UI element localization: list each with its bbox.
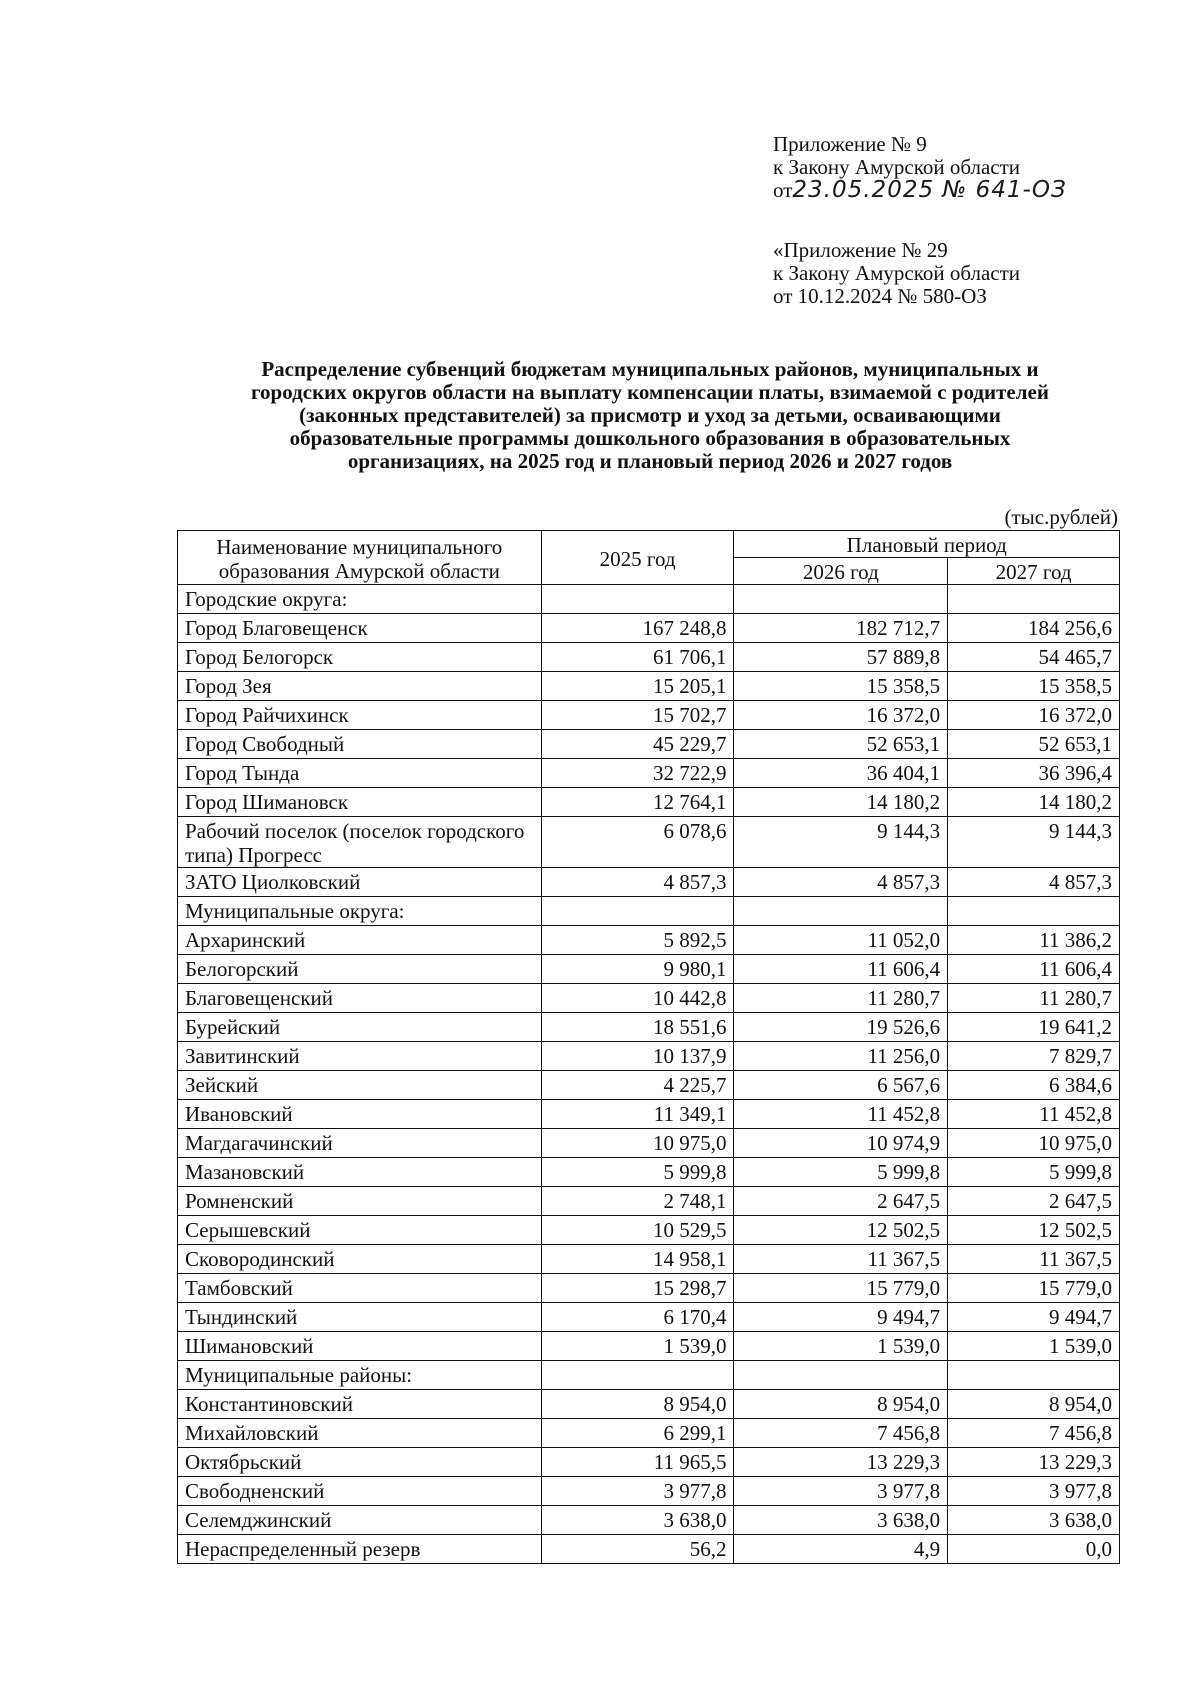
value-2026: 11 606,4 bbox=[734, 955, 948, 984]
value-2026: 9 494,7 bbox=[734, 1303, 948, 1332]
value-2027: 54 465,7 bbox=[948, 643, 1120, 672]
title-line-5: организациях, на 2025 год и плановый период 2026 и 2027 годов bbox=[347, 449, 953, 473]
header-2027: 2027 год bbox=[948, 558, 1120, 585]
value-2025: 11 349,1 bbox=[541, 1100, 734, 1129]
municipality-name: Селемджинский bbox=[178, 1506, 542, 1535]
value-2027: 3 638,0 bbox=[948, 1506, 1120, 1535]
value-2027: 13 229,3 bbox=[948, 1448, 1120, 1477]
value-2026: 10 974,9 bbox=[734, 1129, 948, 1158]
value-2027: 16 372,0 bbox=[948, 701, 1120, 730]
section-header-row bbox=[178, 1361, 1120, 1390]
empty-cell bbox=[734, 897, 948, 926]
value-2025: 15 205,1 bbox=[541, 672, 734, 701]
table-row bbox=[178, 614, 1120, 643]
value-2027: 2 647,5 bbox=[948, 1187, 1120, 1216]
value-2027: 19 641,2 bbox=[948, 1013, 1120, 1042]
value-2027: 9 144,3 bbox=[948, 817, 1120, 868]
value-2026: 1 539,0 bbox=[734, 1332, 948, 1361]
header-name-line-2: образования Амурской области bbox=[218, 558, 500, 583]
value-2027: 1 539,0 bbox=[948, 1332, 1120, 1361]
table-row bbox=[178, 984, 1120, 1013]
table-row bbox=[178, 1042, 1120, 1071]
municipality-name: Свободненский bbox=[178, 1477, 542, 1506]
value-2026: 12 502,5 bbox=[734, 1216, 948, 1245]
value-2025: 4 857,3 bbox=[541, 868, 734, 897]
value-2027: 14 180,2 bbox=[948, 788, 1120, 817]
empty-cell bbox=[734, 1361, 948, 1390]
table-row bbox=[178, 1129, 1120, 1158]
table-row bbox=[178, 1506, 1120, 1535]
value-2027: 11 280,7 bbox=[948, 984, 1120, 1013]
table-row bbox=[178, 1419, 1120, 1448]
value-2026: 6 567,6 bbox=[734, 1071, 948, 1100]
municipality-name: Тындинский bbox=[178, 1303, 542, 1332]
value-2026: 9 144,3 bbox=[734, 817, 948, 868]
original-appendix-date: от 10.12.2024 № 580-ОЗ bbox=[773, 284, 987, 308]
value-2025: 10 137,9 bbox=[541, 1042, 734, 1071]
value-2027: 4 857,3 bbox=[948, 868, 1120, 897]
municipality-name: Город Свободный bbox=[178, 730, 542, 759]
value-2026: 16 372,0 bbox=[734, 701, 948, 730]
value-2025: 15 702,7 bbox=[541, 701, 734, 730]
units-label: (тыс.рублей) bbox=[1004, 505, 1118, 529]
value-2027: 11 367,5 bbox=[948, 1245, 1120, 1274]
municipality-name: Октябрьский bbox=[178, 1448, 542, 1477]
value-2026: 19 526,6 bbox=[734, 1013, 948, 1042]
value-2027: 15 358,5 bbox=[948, 672, 1120, 701]
value-2027: 11 452,8 bbox=[948, 1100, 1120, 1129]
value-2027: 7 829,7 bbox=[948, 1042, 1120, 1071]
title-line-4: образовательные программы дошкольного образования в образовательных bbox=[289, 426, 1011, 450]
value-2027: 52 653,1 bbox=[948, 730, 1120, 759]
reserve-2026: 4,9 bbox=[734, 1535, 948, 1564]
original-appendix-law-ref: к Закону Амурской области bbox=[773, 261, 1021, 285]
section-title: Муниципальные округа: bbox=[178, 897, 542, 926]
table-row bbox=[178, 1245, 1120, 1274]
value-2025: 18 551,6 bbox=[541, 1013, 734, 1042]
value-2026: 57 889,8 bbox=[734, 643, 948, 672]
municipality-name: Рабочий поселок (поселок городского типа) Прогресс bbox=[178, 817, 542, 868]
reserve-row bbox=[178, 1535, 1120, 1564]
value-2026: 7 456,8 bbox=[734, 1419, 948, 1448]
value-2026: 11 256,0 bbox=[734, 1042, 948, 1071]
value-2025: 6 299,1 bbox=[541, 1419, 734, 1448]
section-title: Муниципальные районы: bbox=[178, 1361, 542, 1390]
municipality-name: Шимановский bbox=[178, 1332, 542, 1361]
value-2025: 45 229,7 bbox=[541, 730, 734, 759]
table-row bbox=[178, 1332, 1120, 1361]
table-row bbox=[178, 1071, 1120, 1100]
table-row bbox=[178, 817, 1120, 868]
document-title bbox=[160, 358, 1140, 473]
value-2025: 8 954,0 bbox=[541, 1390, 734, 1419]
table-row bbox=[178, 1477, 1120, 1506]
value-2026: 11 452,8 bbox=[734, 1100, 948, 1129]
municipality-name: Зейский bbox=[178, 1071, 542, 1100]
value-2025: 10 529,5 bbox=[541, 1216, 734, 1245]
table-row bbox=[178, 1448, 1120, 1477]
header-name bbox=[178, 531, 542, 585]
value-2027: 11 606,4 bbox=[948, 955, 1120, 984]
municipality-name: Михайловский bbox=[178, 1419, 542, 1448]
value-2025: 5 892,5 bbox=[541, 926, 734, 955]
value-2027: 8 954,0 bbox=[948, 1390, 1120, 1419]
municipality-name: Город Белогорск bbox=[178, 643, 542, 672]
table-row bbox=[178, 1100, 1120, 1129]
municipality-name: ЗАТО Циолковский bbox=[178, 868, 542, 897]
value-2027: 9 494,7 bbox=[948, 1303, 1120, 1332]
value-2026: 15 358,5 bbox=[734, 672, 948, 701]
title-line-1: Распределение субвенций бюджетам муниципальных районов, муниципальных и bbox=[261, 357, 1039, 381]
municipality-name: Город Шимановск bbox=[178, 788, 542, 817]
municipality-name: Мазановский bbox=[178, 1158, 542, 1187]
table-row bbox=[178, 926, 1120, 955]
header-planned-period: Плановый период bbox=[734, 531, 1120, 558]
municipality-name: Магдагачинский bbox=[178, 1129, 542, 1158]
municipality-name: Константиновский bbox=[178, 1390, 542, 1419]
value-2025: 4 225,7 bbox=[541, 1071, 734, 1100]
table-row bbox=[178, 788, 1120, 817]
municipality-name: Серышевский bbox=[178, 1216, 542, 1245]
value-2026: 8 954,0 bbox=[734, 1390, 948, 1419]
section-header-row bbox=[178, 897, 1120, 926]
table-row bbox=[178, 955, 1120, 984]
value-2025: 10 442,8 bbox=[541, 984, 734, 1013]
municipality-name: Ивановский bbox=[178, 1100, 542, 1129]
municipality-name: Город Райчихинск bbox=[178, 701, 542, 730]
section-title: Городские округа: bbox=[178, 585, 542, 614]
value-2026: 4 857,3 bbox=[734, 868, 948, 897]
table-row bbox=[178, 730, 1120, 759]
table-row bbox=[178, 1013, 1120, 1042]
value-2027: 10 975,0 bbox=[948, 1129, 1120, 1158]
appendix-header bbox=[773, 133, 1067, 202]
value-2026: 3 977,8 bbox=[734, 1477, 948, 1506]
value-2025: 6 170,4 bbox=[541, 1303, 734, 1332]
value-2025: 14 958,1 bbox=[541, 1245, 734, 1274]
value-2027: 36 396,4 bbox=[948, 759, 1120, 788]
table-row bbox=[178, 1274, 1120, 1303]
value-2026: 11 052,0 bbox=[734, 926, 948, 955]
value-2025: 12 764,1 bbox=[541, 788, 734, 817]
empty-cell bbox=[734, 585, 948, 614]
value-2025: 167 248,8 bbox=[541, 614, 734, 643]
value-2025: 11 965,5 bbox=[541, 1448, 734, 1477]
municipality-name: Белогорский bbox=[178, 955, 542, 984]
title-line-2: городских округов области на выплату компенсации платы, взимаемой с родителей bbox=[251, 380, 1049, 404]
handwritten-date-number: 23.05.2025 № 641-ОЗ bbox=[792, 177, 1067, 203]
table-row bbox=[178, 701, 1120, 730]
value-2025: 6 078,6 bbox=[541, 817, 734, 868]
table-body bbox=[178, 585, 1120, 1564]
appendix-date-prefix: от bbox=[773, 178, 793, 202]
value-2025: 9 980,1 bbox=[541, 955, 734, 984]
municipality-name: Сковородинский bbox=[178, 1245, 542, 1274]
empty-cell bbox=[541, 1361, 734, 1390]
value-2026: 2 647,5 bbox=[734, 1187, 948, 1216]
value-2027: 6 384,6 bbox=[948, 1071, 1120, 1100]
table-row bbox=[178, 643, 1120, 672]
table-row bbox=[178, 672, 1120, 701]
reserve-name: Нераспределенный резерв bbox=[178, 1535, 542, 1564]
value-2026: 15 779,0 bbox=[734, 1274, 948, 1303]
value-2027: 15 779,0 bbox=[948, 1274, 1120, 1303]
value-2027: 7 456,8 bbox=[948, 1419, 1120, 1448]
table-row bbox=[178, 1303, 1120, 1332]
header-2026: 2026 год bbox=[734, 558, 948, 585]
header-2025: 2025 год bbox=[541, 531, 734, 585]
value-2026: 3 638,0 bbox=[734, 1506, 948, 1535]
table-row bbox=[178, 1390, 1120, 1419]
value-2025: 5 999,8 bbox=[541, 1158, 734, 1187]
municipality-name: Город Зея bbox=[178, 672, 542, 701]
value-2025: 61 706,1 bbox=[541, 643, 734, 672]
value-2025: 3 638,0 bbox=[541, 1506, 734, 1535]
municipality-name: Архаринский bbox=[178, 926, 542, 955]
municipality-name: Тамбовский bbox=[178, 1274, 542, 1303]
municipality-name: Город Благовещенск bbox=[178, 614, 542, 643]
value-2025: 3 977,8 bbox=[541, 1477, 734, 1506]
value-2027: 3 977,8 bbox=[948, 1477, 1120, 1506]
value-2027: 12 502,5 bbox=[948, 1216, 1120, 1245]
value-2025: 10 975,0 bbox=[541, 1129, 734, 1158]
table-row bbox=[178, 759, 1120, 788]
value-2026: 14 180,2 bbox=[734, 788, 948, 817]
table-row bbox=[178, 1158, 1120, 1187]
original-appendix-number: «Приложение № 29 bbox=[773, 238, 948, 262]
value-2027: 11 386,2 bbox=[948, 926, 1120, 955]
value-2026: 52 653,1 bbox=[734, 730, 948, 759]
value-2025: 1 539,0 bbox=[541, 1332, 734, 1361]
value-2027: 184 256,6 bbox=[948, 614, 1120, 643]
value-2025: 15 298,7 bbox=[541, 1274, 734, 1303]
value-2026: 182 712,7 bbox=[734, 614, 948, 643]
subvention-table bbox=[177, 530, 1120, 1564]
empty-cell bbox=[948, 585, 1120, 614]
municipality-name: Бурейский bbox=[178, 1013, 542, 1042]
value-2026: 13 229,3 bbox=[734, 1448, 948, 1477]
municipality-name: Завитинский bbox=[178, 1042, 542, 1071]
value-2026: 36 404,1 bbox=[734, 759, 948, 788]
value-2026: 5 999,8 bbox=[734, 1158, 948, 1187]
appendix-number: Приложение № 9 bbox=[773, 132, 927, 156]
value-2025: 32 722,9 bbox=[541, 759, 734, 788]
municipality-name: Ромненский bbox=[178, 1187, 542, 1216]
empty-cell bbox=[948, 897, 1120, 926]
value-2025: 2 748,1 bbox=[541, 1187, 734, 1216]
table-row bbox=[178, 1216, 1120, 1245]
value-2027: 5 999,8 bbox=[948, 1158, 1120, 1187]
table-row bbox=[178, 868, 1120, 897]
appendix-law-ref: к Закону Амурской области bbox=[773, 155, 1021, 179]
municipality-name: Город Тында bbox=[178, 759, 542, 788]
value-2026: 11 367,5 bbox=[734, 1245, 948, 1274]
section-header-row bbox=[178, 585, 1120, 614]
empty-cell bbox=[948, 1361, 1120, 1390]
empty-cell bbox=[541, 897, 734, 926]
reserve-2025: 56,2 bbox=[541, 1535, 734, 1564]
value-2026: 11 280,7 bbox=[734, 984, 948, 1013]
appendix-date-line bbox=[773, 179, 1067, 202]
municipality-name: Благовещенский bbox=[178, 984, 542, 1013]
original-appendix-header bbox=[773, 239, 1020, 308]
reserve-2027: 0,0 bbox=[948, 1535, 1120, 1564]
title-line-3: (законных представителей) за присмотр и уход за детьми, осваивающими bbox=[299, 403, 1001, 427]
header-name-line-1: Наименование муниципального bbox=[216, 534, 503, 559]
empty-cell bbox=[541, 585, 734, 614]
table-row bbox=[178, 1187, 1120, 1216]
